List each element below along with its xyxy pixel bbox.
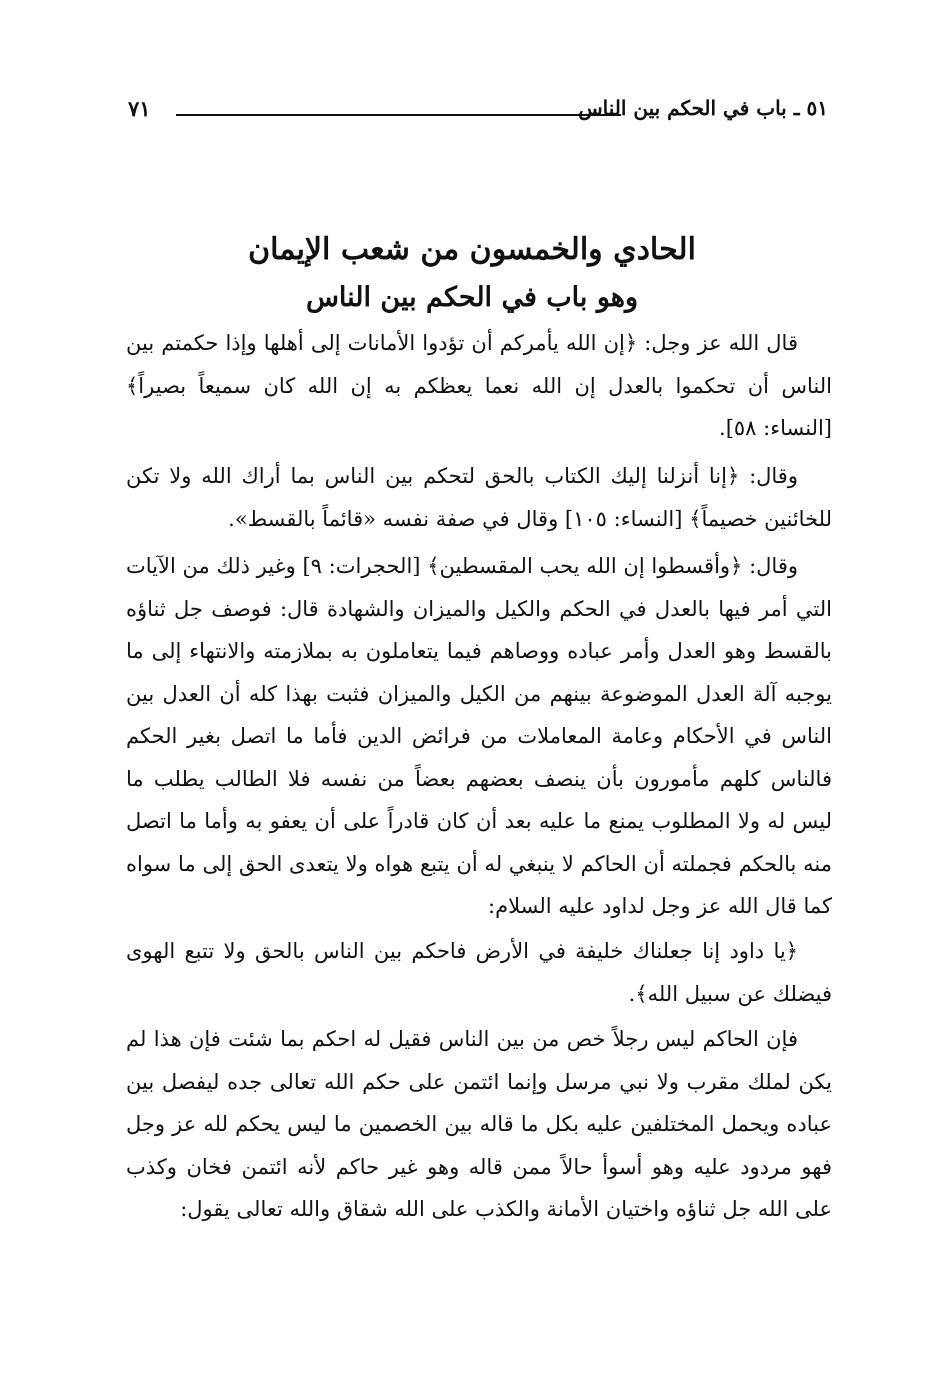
paragraph-3: وقال: ﴿وأقسطوا إن الله يحب المقسطين﴾ [الحجرات: ٩] وغير ذلك من الآيات التي أمر فيها بالعدل في الحكم والكيل والميزان والشهادة قال: فوصف جل ثناؤه بالقسط وهو العدل وأمر عباده ووصاهم فيما يتعاملون به بملازمته والانتهاء إلى ما يوجبه آلة العدل الموضوعة بينهم من الكيل والميزان فثبت بهذا كله أن العدل بين الناس في الأحكام وعامة المعاملات من فرائض الدين فأما ما اتصل بغير الحكم فالناس كلهم مأمورون بأن ينصف بعضهم بعضاً من نفسه فلا الطالب يطلب ما ليس له ولا المطلوب يمنع ما عليه بعد أن كان قادراً على أن يعفو به وأما ما اتصل منه بالحكم فجملته أن الحاكم لا ينبغي له أن يتبع هواه ولا يتعدى الحق إلى ما سواه كما قال الله عز وجل لداود عليه السلام: — [126, 554, 832, 918]
running-head-title: ٥١ ـ باب في الحكم بين الناس — [578, 96, 828, 120]
paragraph-2: وقال: ﴿إنا أنزلنا إليك الكتاب بالحق لتحكم بين الناس بما أراك الله ولا تكن للخائنين خصيماً﴾ [النساء: ١٠٥] وقال في صفة نفسه «قائماً بالقسط». — [126, 464, 832, 531]
paragraph-4: ﴿يا داود إنا جعلناك خليفة في الأرض فاحكم بين الناس بالحق ولا تتبع الهوى فيضلك عن سبيل الله﴾. — [126, 939, 832, 1006]
paragraph-1: قال الله عز وجل: ﴿إن الله يأمركم أن تؤدوا الأمانات إلى أهلها وإذا حكمتم بين الناس أن تحكموا بالعدل إن الله نعما يعظكم به إن الله كان سميعاً بصيراً﴾ [النساء: ٥٨]. — [126, 331, 832, 440]
chapter-heading — [100, 224, 844, 320]
page-number: ٧١ — [128, 96, 151, 121]
running-head — [128, 96, 828, 130]
running-head-rule — [176, 114, 621, 116]
chapter-title: الحادي والخمسون من شعب الإيمان — [248, 232, 696, 267]
paragraph-5: فإن الحاكم ليس رجلاً خص من بين الناس فقيل له احكم بما شئت فإن هذا لم يكن لملك مقرب ولا نبي مرسل وإنما ائتمن على حكم الله تعالى جده ليفصل بين عباده ويحمل المختلفين عليه بكل ما قاله بين الخصمين ما ليس يحكم لله عز وجل فهو مردود عليه وهو أسوأ حالاً ممن قاله وهو غير حاكم لأنه ائتمن فخان وكذب على الله جل ثناؤه واختيان الأمانة والكذب على الله شقاق والله تعالى يقول: — [126, 1027, 832, 1221]
chapter-subtitle: وهو باب في الحكم بين الناس — [305, 282, 639, 313]
